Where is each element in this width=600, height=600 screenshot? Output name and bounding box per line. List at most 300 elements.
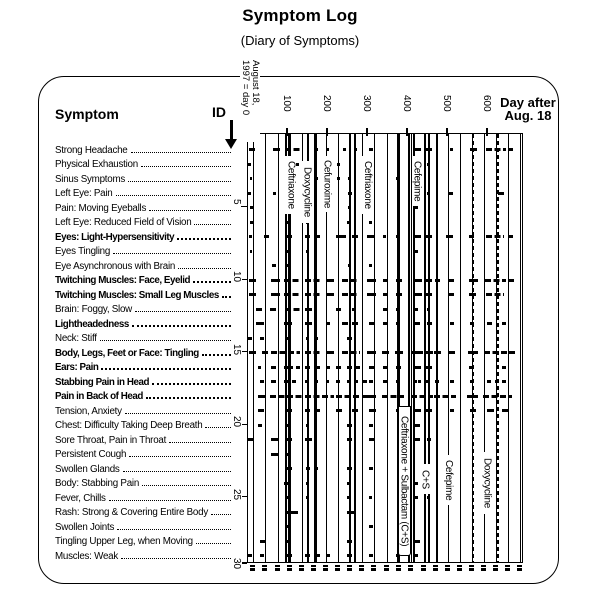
episode-mark bbox=[347, 366, 351, 369]
episode-mark bbox=[470, 380, 473, 383]
episode-mark bbox=[250, 177, 253, 180]
symptom-label: Twitching Muscles: Small Leg Muscles bbox=[55, 289, 219, 301]
episode-mark bbox=[284, 482, 288, 485]
episode-mark bbox=[342, 293, 358, 296]
episode-mark bbox=[285, 221, 289, 224]
episode-mark bbox=[369, 264, 372, 267]
episode-mark bbox=[434, 395, 456, 398]
x-axis-tick-label: 400 bbox=[401, 95, 412, 112]
month-gridline bbox=[278, 134, 279, 562]
dotted-leader bbox=[125, 413, 231, 414]
episode-mark bbox=[315, 148, 319, 151]
id-tick-label: 20 bbox=[231, 416, 242, 428]
episode-mark bbox=[305, 380, 309, 383]
month-tick-glyph bbox=[335, 565, 340, 571]
treatment-label: C+S bbox=[419, 464, 430, 494]
episode-mark bbox=[352, 409, 359, 412]
episode-mark bbox=[273, 192, 276, 195]
dotted-leader bbox=[222, 296, 231, 298]
episode-mark bbox=[397, 163, 399, 166]
dotted-leader bbox=[146, 397, 231, 399]
episode-mark bbox=[256, 322, 265, 325]
episode-mark bbox=[369, 322, 374, 325]
episode-mark bbox=[260, 554, 265, 557]
episode-mark bbox=[367, 293, 376, 296]
episode-mark bbox=[363, 395, 376, 398]
episode-mark bbox=[326, 279, 335, 282]
episode-mark bbox=[336, 395, 361, 398]
treatment-label: Doxycycline bbox=[301, 161, 312, 223]
episode-mark bbox=[427, 322, 431, 325]
dotted-leader bbox=[113, 253, 231, 254]
episode-mark bbox=[502, 366, 506, 369]
dotted-leader bbox=[117, 529, 231, 530]
dotted-leader bbox=[149, 210, 231, 211]
episode-mark bbox=[315, 206, 317, 209]
symptom-label: Body: Stabbing Pain bbox=[55, 478, 140, 489]
episode-mark bbox=[248, 438, 253, 441]
episode-mark bbox=[396, 380, 399, 383]
month-tick-glyph bbox=[371, 565, 376, 571]
month-tick-glyph bbox=[359, 565, 364, 571]
episode-mark bbox=[396, 308, 399, 311]
episode-mark bbox=[486, 235, 504, 238]
axis-origin-note bbox=[240, 60, 260, 142]
episode-mark bbox=[315, 177, 319, 180]
x-axis-tick bbox=[486, 128, 487, 136]
episode-mark bbox=[285, 264, 290, 267]
episode-mark bbox=[271, 453, 278, 456]
episode-mark bbox=[271, 380, 275, 383]
symptom-row bbox=[55, 533, 231, 548]
episode-mark bbox=[262, 351, 269, 354]
episode-mark bbox=[363, 380, 367, 383]
episode-mark bbox=[413, 380, 417, 383]
episode-mark bbox=[427, 192, 429, 195]
episode-mark bbox=[285, 453, 290, 456]
episode-mark bbox=[305, 351, 320, 354]
dotted-leader bbox=[202, 354, 231, 356]
month-tick-glyph bbox=[384, 565, 389, 571]
episode-mark bbox=[306, 424, 310, 427]
episode-mark bbox=[314, 366, 320, 369]
episode-mark bbox=[502, 380, 505, 383]
symptom-row bbox=[55, 228, 231, 243]
episode-mark bbox=[383, 322, 389, 325]
treatment-bar bbox=[354, 134, 356, 562]
episode-mark bbox=[449, 293, 454, 296]
symptom-label: Swollen Glands bbox=[55, 463, 120, 475]
treatment-bar bbox=[436, 134, 438, 562]
episode-mark bbox=[369, 148, 373, 151]
episode-mark bbox=[284, 293, 300, 296]
symptom-row bbox=[55, 257, 231, 272]
episode-mark bbox=[336, 409, 342, 412]
month-tick-glyph bbox=[323, 565, 328, 571]
symptom-label: Ears: Pain bbox=[55, 362, 99, 373]
episode-mark bbox=[314, 496, 317, 499]
x-axis-tick bbox=[446, 128, 447, 136]
episode-mark bbox=[427, 438, 431, 441]
episode-mark bbox=[348, 192, 352, 195]
episode-mark bbox=[348, 206, 351, 209]
episode-mark bbox=[395, 351, 403, 354]
month-tick-glyph bbox=[517, 565, 522, 571]
month-tick-glyph bbox=[396, 565, 401, 571]
episode-mark bbox=[248, 163, 251, 166]
episode-mark bbox=[284, 380, 289, 383]
dotted-leader bbox=[128, 181, 231, 182]
episode-mark bbox=[272, 264, 277, 267]
month-tick-glyph bbox=[250, 565, 255, 571]
episode-mark bbox=[413, 279, 422, 282]
episode-mark bbox=[470, 148, 477, 151]
dotted-leader bbox=[135, 311, 231, 312]
episode-mark bbox=[383, 293, 389, 296]
episode-mark bbox=[260, 380, 265, 383]
episode-mark bbox=[369, 438, 374, 441]
episode-mark bbox=[258, 424, 263, 427]
episode-mark bbox=[271, 351, 300, 354]
episode-mark bbox=[486, 148, 506, 151]
episode-mark bbox=[285, 424, 290, 427]
month-tick-glyph bbox=[299, 565, 304, 571]
episode-mark bbox=[448, 192, 453, 195]
x-axis-tick bbox=[406, 128, 407, 136]
episode-mark bbox=[326, 554, 331, 557]
episode-mark bbox=[413, 293, 422, 296]
episode-mark bbox=[508, 351, 515, 354]
symptom-row bbox=[55, 431, 231, 446]
dotted-leader bbox=[196, 543, 231, 544]
treatment-label: Doxycycline bbox=[481, 452, 492, 514]
x-axis-tick-label: 200 bbox=[321, 95, 332, 112]
dotted-leader bbox=[123, 471, 231, 472]
dotted-leader bbox=[116, 195, 232, 196]
episode-mark bbox=[470, 409, 475, 412]
symptom-row bbox=[55, 243, 231, 258]
treatment-label: Ceftriaxone bbox=[362, 156, 373, 214]
treatment-bar-dashed bbox=[472, 134, 474, 562]
episode-mark bbox=[249, 279, 256, 282]
symptom-row bbox=[55, 417, 231, 432]
dotted-leader bbox=[152, 383, 231, 385]
episode-mark bbox=[348, 177, 351, 180]
episode-mark bbox=[383, 380, 387, 383]
episode-mark bbox=[369, 467, 373, 470]
episode-mark bbox=[326, 380, 330, 383]
month-gridline bbox=[460, 134, 461, 562]
episode-mark bbox=[426, 380, 429, 383]
month-tick-glyph bbox=[287, 565, 292, 571]
episode-mark bbox=[306, 482, 309, 485]
dotted-leader bbox=[129, 456, 231, 457]
episode-mark bbox=[352, 235, 358, 238]
x-axis-tick-label: 600 bbox=[481, 95, 492, 112]
episode-mark bbox=[415, 148, 421, 151]
episode-mark bbox=[305, 395, 334, 398]
symptom-row bbox=[55, 185, 231, 200]
episode-mark bbox=[369, 554, 373, 557]
treatment-label: Cefepime bbox=[443, 455, 454, 505]
episode-mark bbox=[285, 235, 291, 238]
symptom-label: Eyes Tingling bbox=[55, 246, 111, 257]
episode-mark bbox=[354, 148, 357, 151]
episode-mark bbox=[415, 540, 419, 543]
symptom-row bbox=[55, 475, 231, 490]
symptom-label: Sinus Symptoms bbox=[55, 173, 126, 185]
episode-mark bbox=[336, 380, 340, 383]
episode-mark bbox=[270, 308, 277, 311]
id-arrow-icon bbox=[230, 120, 233, 140]
id-tick-label: 25 bbox=[231, 488, 242, 500]
id-tick bbox=[241, 206, 247, 207]
episode-mark bbox=[483, 395, 512, 398]
episode-mark bbox=[305, 308, 312, 311]
treatment-label: Cefepime bbox=[412, 156, 423, 206]
symptom-row bbox=[55, 170, 231, 185]
episode-mark bbox=[383, 366, 388, 369]
episode-mark bbox=[343, 148, 346, 151]
id-tick-label: 5 bbox=[231, 198, 242, 205]
dotted-leader bbox=[142, 485, 231, 486]
episode-mark bbox=[326, 322, 331, 325]
episode-mark bbox=[337, 177, 341, 180]
episode-mark bbox=[411, 395, 433, 398]
treatment-label: Ceftriaxone + Sulbactam (C+S) bbox=[398, 406, 411, 556]
month-tick-glyph bbox=[347, 565, 352, 571]
symptom-label: Stabbing Pain in Head bbox=[55, 376, 149, 388]
episode-mark bbox=[469, 235, 474, 238]
episode-mark bbox=[352, 322, 359, 325]
dotted-leader bbox=[178, 268, 231, 269]
symptom-row bbox=[55, 301, 231, 316]
episode-mark bbox=[435, 279, 441, 282]
episode-mark bbox=[342, 279, 358, 282]
episode-mark bbox=[427, 163, 430, 166]
symptom-label: Chest: Difficulty Taking Deep Breath bbox=[55, 420, 203, 431]
episode-mark bbox=[369, 221, 372, 224]
episode-mark bbox=[314, 554, 319, 557]
x-axis-title bbox=[493, 96, 563, 122]
symptom-label: Fever, Chills bbox=[55, 492, 106, 504]
episode-mark bbox=[271, 279, 280, 282]
x-axis-tick bbox=[286, 128, 287, 136]
episode-mark bbox=[415, 250, 418, 253]
episode-mark bbox=[336, 308, 341, 311]
episode-mark bbox=[347, 438, 352, 441]
symptom-row bbox=[55, 359, 231, 374]
month-tick-glyph bbox=[457, 565, 462, 571]
symptom-row bbox=[55, 315, 231, 330]
episode-mark bbox=[314, 467, 318, 470]
episode-mark bbox=[342, 351, 360, 354]
episode-mark bbox=[502, 322, 506, 325]
episode-mark bbox=[285, 540, 290, 543]
episode-mark bbox=[415, 496, 417, 499]
episode-mark bbox=[248, 337, 252, 340]
episode-mark bbox=[367, 351, 376, 354]
origin-note-line2: 1997 = day 0 bbox=[240, 60, 251, 116]
episode-mark bbox=[285, 438, 292, 441]
episode-mark bbox=[469, 279, 477, 282]
episode-mark bbox=[306, 467, 311, 470]
episode-mark bbox=[369, 380, 373, 383]
episode-mark bbox=[285, 511, 298, 514]
symptom-row bbox=[55, 460, 231, 475]
episode-mark bbox=[305, 366, 310, 369]
treatment-bar-dashed bbox=[497, 134, 499, 562]
episode-mark bbox=[347, 337, 351, 340]
episode-mark bbox=[314, 409, 319, 412]
episode-mark bbox=[314, 235, 319, 238]
episode-mark bbox=[486, 293, 504, 296]
episode-mark bbox=[248, 554, 252, 557]
symptom-row bbox=[55, 402, 231, 417]
month-gridline bbox=[338, 134, 339, 562]
treatment-bar bbox=[349, 134, 351, 562]
episode-mark bbox=[369, 366, 374, 369]
symptom-label: Eyes: Light-Hypersensitivity bbox=[55, 231, 175, 243]
episode-mark bbox=[369, 496, 372, 499]
symptom-label: Eye Asynchronous with Brain bbox=[55, 260, 176, 272]
episode-mark bbox=[326, 351, 335, 354]
episode-mark bbox=[412, 351, 423, 354]
episode-mark bbox=[369, 409, 375, 412]
symptom-row bbox=[55, 344, 231, 359]
episode-mark bbox=[305, 438, 311, 441]
episode-mark bbox=[347, 482, 350, 485]
episode-mark bbox=[285, 496, 289, 499]
x-axis-title-line1: Day after bbox=[500, 95, 556, 110]
episode-mark bbox=[249, 293, 256, 296]
month-tick-glyph bbox=[469, 565, 474, 571]
symptom-row bbox=[55, 199, 231, 214]
month-tick-glyph bbox=[505, 565, 510, 571]
month-tick-glyph bbox=[493, 565, 498, 571]
episode-mark bbox=[396, 322, 400, 325]
episode-mark bbox=[347, 221, 349, 224]
symptom-label: Body, Legs, Feet or Face: Tingling bbox=[55, 347, 199, 359]
episode-mark bbox=[347, 496, 349, 499]
episode-mark bbox=[498, 192, 505, 195]
dotted-leader bbox=[177, 238, 231, 240]
episode-mark bbox=[414, 235, 422, 238]
month-gridline bbox=[374, 134, 375, 562]
episode-mark bbox=[347, 467, 351, 470]
x-axis-tick-label: 500 bbox=[441, 95, 452, 112]
symptom-label: Pain in Back of Head bbox=[55, 391, 143, 402]
month-tick-glyph bbox=[408, 565, 413, 571]
episode-mark bbox=[450, 322, 454, 325]
symptom-label: Physical Exhaustion bbox=[55, 159, 138, 170]
episode-mark bbox=[415, 438, 420, 441]
episode-mark bbox=[418, 380, 421, 383]
episode-mark bbox=[396, 235, 400, 238]
episode-mark bbox=[249, 148, 255, 151]
episode-mark bbox=[347, 554, 352, 557]
episode-mark bbox=[426, 293, 432, 296]
origin-note-line1: August 18, bbox=[250, 60, 261, 106]
episode-mark bbox=[509, 279, 515, 282]
episode-mark bbox=[354, 366, 359, 369]
episode-mark bbox=[484, 351, 507, 354]
episode-mark bbox=[369, 525, 373, 528]
episode-mark bbox=[352, 308, 357, 311]
episode-mark bbox=[449, 279, 454, 282]
dotted-leader bbox=[109, 500, 231, 501]
dotted-leader bbox=[101, 368, 231, 370]
episode-mark bbox=[285, 308, 300, 311]
episode-mark bbox=[415, 206, 418, 209]
episode-mark bbox=[285, 525, 290, 528]
symptom-label: Brain: Foggy, Slow bbox=[55, 304, 132, 315]
month-gridline bbox=[387, 134, 388, 562]
episode-mark bbox=[250, 206, 254, 209]
episode-mark bbox=[306, 250, 309, 253]
episode-mark bbox=[337, 163, 340, 166]
symptom-label: Left Eye: Reduced Field of Vision bbox=[55, 217, 192, 228]
dotted-leader bbox=[205, 427, 231, 428]
treatment-label: Ceftriaxone bbox=[285, 156, 296, 214]
episode-mark bbox=[469, 366, 473, 369]
x-axis-tick-label: 300 bbox=[361, 95, 372, 112]
page-title: Symptom Log bbox=[242, 6, 358, 25]
episode-mark bbox=[347, 540, 352, 543]
symptom-row bbox=[55, 214, 231, 229]
episode-mark bbox=[367, 279, 376, 282]
episode-mark bbox=[426, 279, 432, 282]
episode-mark bbox=[426, 148, 431, 151]
month-gridline bbox=[520, 134, 521, 562]
episode-mark bbox=[426, 366, 432, 369]
episode-mark bbox=[487, 322, 492, 325]
episode-mark bbox=[258, 366, 262, 369]
episode-mark bbox=[396, 279, 402, 282]
episode-mark bbox=[306, 496, 309, 499]
symptom-row bbox=[55, 547, 231, 562]
episode-mark bbox=[314, 380, 318, 383]
episode-mark bbox=[256, 308, 263, 311]
episode-mark bbox=[292, 380, 296, 383]
episode-mark bbox=[305, 409, 310, 412]
episode-mark bbox=[450, 148, 453, 151]
episode-mark bbox=[285, 337, 290, 340]
episode-mark bbox=[485, 279, 506, 282]
month-gridline bbox=[508, 134, 509, 562]
dotted-leader bbox=[169, 442, 231, 443]
episode-mark bbox=[347, 511, 356, 514]
symptom-label: Left Eye: Pain bbox=[55, 188, 113, 199]
episode-mark bbox=[413, 554, 418, 557]
episode-mark bbox=[396, 366, 401, 369]
month-tick-glyph bbox=[275, 565, 280, 571]
episode-mark bbox=[467, 395, 478, 398]
month-tick-glyph bbox=[262, 565, 267, 571]
episode-mark bbox=[382, 351, 389, 354]
episode-mark bbox=[260, 540, 267, 543]
symptom-label: Persistent Cough bbox=[55, 449, 127, 460]
episode-mark bbox=[314, 163, 317, 166]
episode-mark bbox=[383, 279, 389, 282]
episode-mark bbox=[426, 409, 432, 412]
episode-mark bbox=[469, 293, 476, 296]
symptom-label: Lightheadedness bbox=[55, 318, 129, 330]
episode-mark bbox=[450, 409, 454, 412]
symptom-label: Pain: Moving Eyeballs bbox=[55, 202, 147, 214]
episode-mark bbox=[369, 424, 373, 427]
episode-mark bbox=[509, 148, 513, 151]
